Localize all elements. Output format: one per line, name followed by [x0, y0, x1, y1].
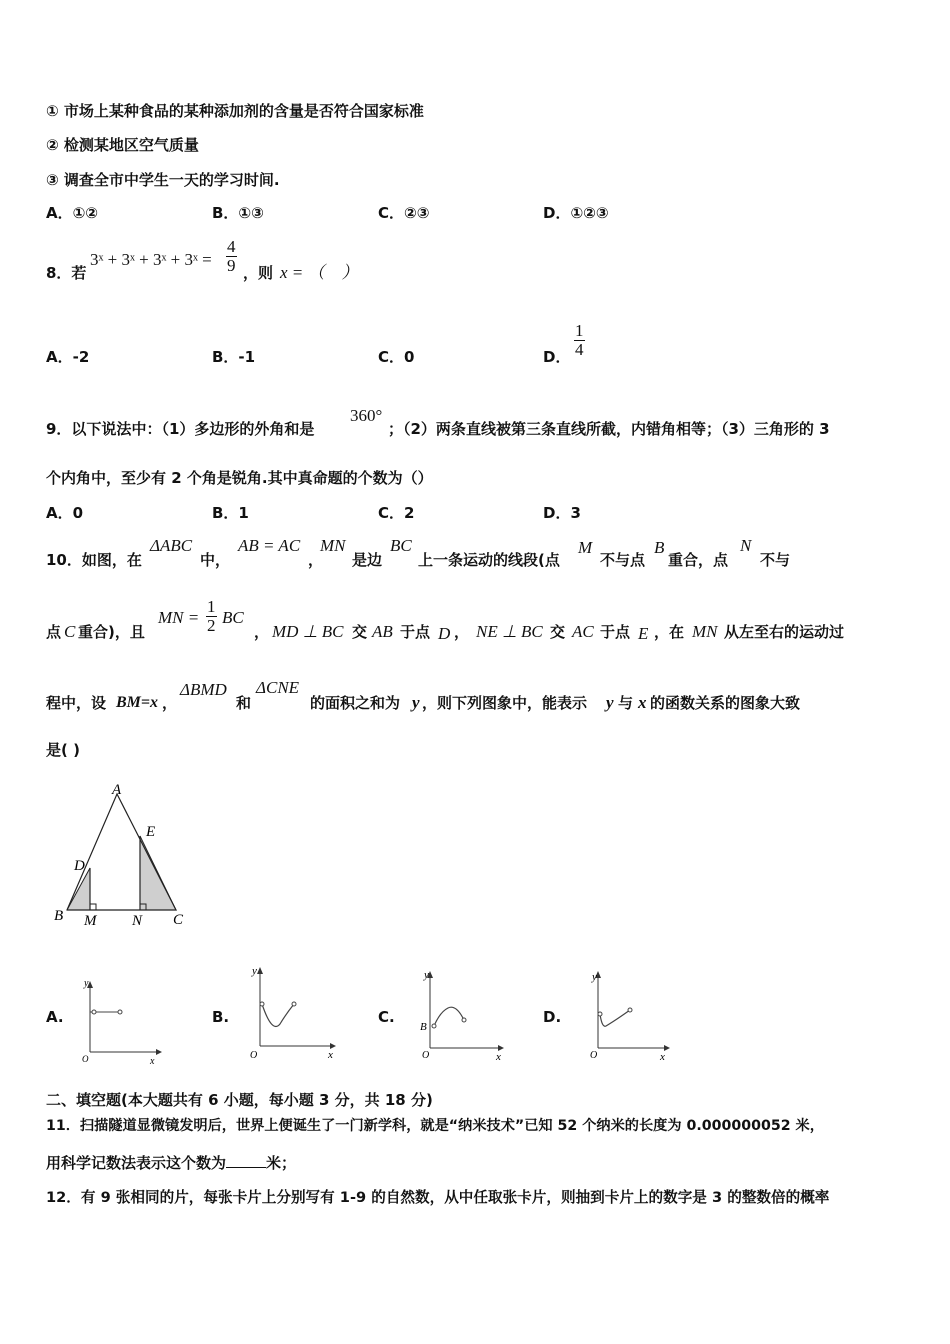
label-c: C	[173, 912, 184, 928]
svg-text:O: O	[82, 1054, 89, 1064]
q10-l2-a: 点	[46, 623, 62, 641]
q10-l1-g: 不与	[760, 551, 791, 569]
q10-bc: BC	[390, 536, 412, 555]
q10-option-c: C.	[378, 1008, 395, 1026]
q10-b: B	[654, 538, 665, 557]
q8-suffix: ，则	[243, 264, 274, 282]
q9-option-c: C．2	[378, 504, 415, 522]
q10-l1-a: 10．如图，在	[46, 551, 142, 569]
q10-half-fraction: $\frac{1}{2}$	[207, 597, 216, 635]
q7-item-2: ② 检测某地区空气质量	[46, 136, 199, 154]
q10-l4: 是( )	[46, 741, 80, 759]
q9-part2: ；（2）两条直线被第三条直线所截，内错角相等；（3）三角形的 3	[388, 420, 830, 438]
graph-a	[78, 976, 168, 1066]
q7-option-b: B．①③	[212, 204, 264, 222]
label-n: N	[132, 913, 143, 929]
q10-mn-eq: MN =	[158, 608, 200, 627]
svg-text:y: y	[252, 965, 257, 977]
graph-d	[584, 968, 684, 1068]
q10-ne-perp: NE ⊥ BC	[476, 622, 543, 641]
q7-option-a: A．①②	[46, 204, 99, 222]
q10-l3-a: 程中，设	[46, 694, 107, 712]
q10-option-d: D.	[543, 1008, 562, 1026]
q10-l3-d: 的函数关系的图象大致	[650, 694, 801, 712]
q8-fraction: $\frac{4}{9}$	[227, 237, 236, 275]
q10-bm-x: BM=x	[116, 694, 159, 711]
q11-answer-blank[interactable]	[226, 1167, 266, 1168]
svg-text:x: x	[328, 1049, 333, 1061]
graph-b	[244, 964, 344, 1064]
section-2-title: 二、填空题(本大题共有 6 小题，每小题 3 分，共 18 分)	[46, 1091, 433, 1109]
q10-l1-d: 上一条运动的线段(点	[418, 551, 560, 569]
q10-he: 和	[236, 694, 252, 712]
q12-line1: 12．有 9 张相同的片，每张卡片上分别写有 1-9 的自然数，从中任取张卡片，则抽到卡片上的数字是 3 的整数倍的概率	[46, 1189, 830, 1206]
triangle-figure	[50, 782, 200, 932]
svg-text:O: O	[590, 1050, 598, 1061]
q8-variable: x = （ ）	[280, 263, 359, 282]
q10-l3-c: ，则下列图象中，能表示	[422, 694, 588, 712]
q10-mn2: MN	[692, 622, 718, 641]
q8-option-d-fraction: $\frac{1}{4}$	[575, 321, 584, 359]
q9-angle: 360°	[350, 406, 383, 425]
q8-equation: 3ˣ + 3ˣ + 3ˣ + 3ˣ =	[90, 250, 212, 269]
q10-y: y	[412, 693, 420, 712]
q8-option-c: C．0	[378, 348, 415, 366]
svg-text:x: x	[496, 1051, 501, 1063]
q8-option-d: D．	[543, 348, 571, 366]
q10-jiao: 交	[352, 623, 368, 641]
q8-option-b: B．-1	[212, 348, 256, 366]
q10-yudian: 于点	[400, 623, 431, 641]
q9-option-b: B．1	[212, 504, 249, 522]
svg-text:y: y	[592, 971, 597, 983]
svg-text:O: O	[250, 1050, 258, 1061]
q7-item-1: ① 市场上某种食品的某种添加剂的含量是否符合国家标准	[46, 102, 424, 120]
q7-option-c: C．②③	[378, 204, 430, 222]
q10-md-perp: MD ⊥ BC	[272, 622, 344, 641]
q10-l1-c: 是边	[352, 551, 383, 569]
q10-d: D	[438, 624, 451, 643]
q10-ab-ac: AB = AC	[238, 536, 301, 555]
svg-text:y: y	[84, 978, 89, 989]
q10-l2-end-b: 从左至右的运动过	[724, 623, 845, 641]
q11-line2-unit: 米；	[266, 1154, 297, 1172]
label-a: A	[112, 782, 122, 798]
q11-line2	[46, 1153, 296, 1173]
q10-m: M	[578, 538, 593, 557]
q10-comma3: ，	[454, 623, 470, 641]
q9-line2: 个内角中，至少有 2 个角是锐角.其中真命题的个数为（）	[46, 469, 433, 487]
q10-x: x	[638, 693, 647, 712]
q10-mn: MN	[320, 536, 346, 555]
q9-option-a: A．0	[46, 504, 84, 522]
q10-comma4: ，	[162, 694, 178, 712]
q10-bc2: BC	[222, 608, 244, 627]
label-m: M	[84, 913, 97, 929]
q10-comma2: ，	[254, 623, 270, 641]
q7-item-3: ③ 调查全市中学生一天的学习时间.	[46, 171, 280, 189]
q10-yudian2: 于点	[600, 623, 631, 641]
q7-option-d: D．①②③	[543, 204, 609, 222]
svg-text:B: B	[420, 1021, 427, 1033]
q10-tri-abc: ΔABC	[150, 536, 193, 555]
q10-comma: ，	[308, 551, 324, 569]
right-angle-m	[90, 904, 96, 910]
q10-yu: 与	[618, 694, 634, 712]
q10-jiao2: 交	[550, 623, 566, 641]
q10-l2-b: 重合)，且	[78, 623, 145, 641]
q10-l2-end-a: ，在	[654, 623, 685, 641]
q10-l1-b: 中，	[200, 551, 231, 569]
svg-text:x: x	[660, 1051, 665, 1063]
label-b: B	[54, 908, 64, 924]
q10-ab2: AB	[372, 622, 393, 641]
svg-text:O: O	[422, 1050, 430, 1061]
svg-text:x: x	[150, 1056, 155, 1067]
q8-option-a: A．-2	[46, 348, 90, 366]
q11-line1: 11．扫描隧道显微镜发明后，世界上便诞生了一门新学科，就是“纳米技术”已知 52 个纳米的长度为 0.000000052 米，	[46, 1118, 824, 1134]
q8-prefix: 8．若	[46, 264, 87, 282]
q10-option-b: B.	[212, 1008, 230, 1026]
q11-line2-text: 用科学记数法表示这个数为	[46, 1154, 227, 1172]
q10-l3-b: 的面积之和为	[310, 694, 401, 712]
graph-c	[416, 968, 516, 1068]
q10-l1-f: 重合，点	[668, 551, 729, 569]
shaded-triangle-bmd	[67, 868, 90, 910]
svg-text:y: y	[424, 969, 429, 981]
label-d: D	[74, 858, 85, 874]
q10-tri-cne: ΔCNE	[256, 678, 300, 697]
q10-n: N	[740, 536, 752, 555]
label-e: E	[146, 824, 156, 840]
q10-c: C	[64, 622, 76, 641]
q9-part1: 9．以下说法中：（1）多边形的外角和是	[46, 420, 315, 438]
q10-l1-e: 不与点	[600, 551, 646, 569]
q10-e: E	[638, 624, 649, 643]
q9-option-d: D．3	[543, 504, 581, 522]
q10-option-a: A.	[46, 1008, 64, 1026]
q10-y2: y	[606, 693, 614, 712]
q10-tri-bmd: ΔBMD	[180, 680, 227, 699]
q10-ac2: AC	[572, 622, 594, 641]
